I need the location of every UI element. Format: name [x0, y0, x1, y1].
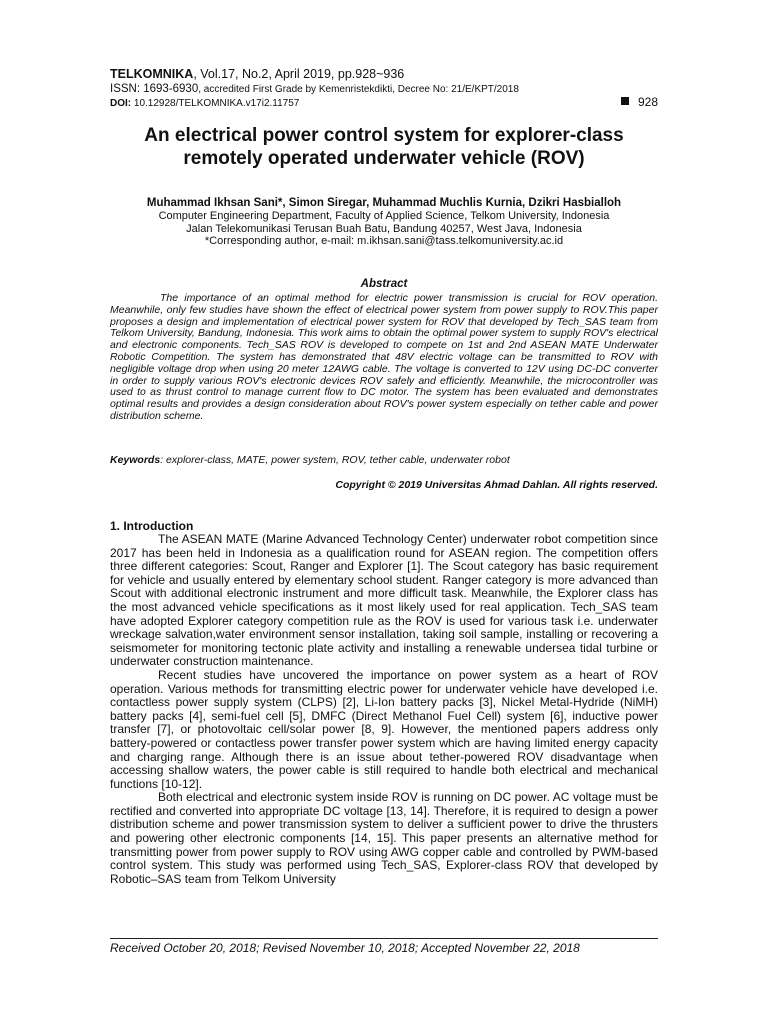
page-number — [621, 95, 658, 109]
body-text — [110, 533, 658, 886]
copyright: Copyright © 2019 Universitas Ahmad Dahlan. All rights reserved. — [335, 479, 658, 491]
abstract-heading: Abstract — [360, 278, 408, 290]
running-header — [110, 66, 658, 111]
issn-line — [110, 82, 658, 97]
doi-line — [110, 97, 658, 111]
paragraph: The ASEAN MATE (Marine Advanced Technology Center) underwater robot competition since 2017 has been held in Indonesia as a qualification round for ASEAN region. The competition offers three different categories: Scout, Ranger and Explorer [1]. The Scout category has basic requirement for vehicle and usually entered by elementary school student. Ranger category is more advanced than Scout with additional electronic instrument and more difficult task. Meanwhile, the Explorer class has the most advanced vehicle specifications as it most likely used for real application. Tech_SAS team have adopted Explorer category competition rule as the ROV is used for various task i.e. underwater wreckage salvation,water environment sensor installation, taking soil sample, installing or recovering a seismometer for monitoring tectonic plate activity and installing a renewable undersea tidal turbine or underwater construction maintenance. — [110, 532, 658, 669]
section-heading: 1. Introduction — [110, 519, 194, 533]
footer-divider — [110, 938, 658, 939]
journal-line — [110, 66, 658, 82]
doi-label: DOI: — [110, 98, 132, 109]
keywords — [110, 454, 658, 466]
authors: Muhammad Ikhsan Sani*, Simon Siregar, Muhammad Muchlis Kurnia, Dzikri Hasbialloh — [146, 197, 622, 209]
keywords-list: : explorer-class, MATE, power system, ROV, tether cable, underwater robot — [160, 454, 510, 466]
issn: ISSN: 1693-6930 — [110, 83, 199, 95]
affiliation-line: Jalan Telekomunikasi Terusan Buah Batu, Bandung 40257, West Java, Indonesia — [186, 222, 582, 235]
title-line-1: An electrical power control system for explorer-class — [144, 125, 624, 146]
keywords-label: Keywords — [110, 454, 161, 466]
affiliation — [60, 210, 708, 248]
paragraph: Recent studies have uncovered the importance on power system as a heart of ROV operation. Various methods for transmitting electric power for underwater vehicle have developed i.e. contactless power supply system (CLPS) [2], Li-Ion battery packs [3], Nickel Metal-Hydride (NiMH) battery packs [4], semi-fuel cell [5], DMFC (Direct Methanol Fuel Cell) system [6], inductive power transfer [7], or photovoltaic cell/solar power [8, 9]. However, the mentioned papers address only battery-powered or contactless power transfer power system which are having limited energy capacity and charging range. Although there is an issue about tether-powered ROV disadvantage when accessing shallow waters, the power cable is still required to handle both electrical and mechanical functions [10-12]. — [110, 667, 658, 791]
received-dates: Received October 20, 2018; Revised November 10, 2018; Accepted November 22, 2018 — [110, 941, 580, 955]
accreditation: , accredited First Grade by Kemenristekdikti, Decree No: 21/E/KPT/2018 — [198, 84, 519, 95]
paper-title — [60, 124, 708, 170]
affiliation-line: *Corresponding author, e-mail: m.ikhsan.sani@tass.telkomuniversity.ac.id — [204, 235, 564, 247]
paragraph: Both electrical and electronic system inside ROV is running on DC power. AC voltage must be rectified and converted into appropriate DC voltage [13, 14]. Therefore, it is required to design a power distribution scheme and power transmission system to deliver a sufficient power to drive the thrusters and powering other electronic components [14, 15]. This paper presents an alternative method for transmitting power from power supply to ROV using AWG copper cable and controlled by PWM-based control system. This study was performed using Tech_SAS, Explorer-class ROV that developed by Robotic–SAS team from Telkom University — [110, 790, 658, 886]
journal-name: TELKOMNIKA — [110, 67, 194, 81]
page-number-value: 928 — [637, 95, 658, 109]
title-line-2: remotely operated underwater vehicle (ROV) — [183, 148, 585, 169]
affiliation-line: Computer Engineering Department, Faculty of Applied Science, Telkom University, Indonesia — [158, 210, 610, 222]
doi-value: 10.12928/TELKOMNIKA.v17i2.11757 — [131, 98, 300, 109]
volume-info: , Vol.17, No.2, April 2019, pp.928~936 — [193, 67, 405, 81]
square-bullet-icon — [621, 97, 629, 105]
abstract-text: The importance of an optimal method for electric power transmission is crucial for ROV operation. Meanwhile, only few studies have shown the effect of electrical power system from power supply to ROV.This paper proposes a design and implementation of electrical power system for ROV that developed by Tech_SAS team from Telkom University, Bandung, Indonesia. This work aims to obtain the optimal power system to supply ROV's electrical and electronic components. Tech_SAS ROV is developed to compete on 1st and 2nd ASEAN MATE Underwater Robotic Competition. The system has demonstrated that 48V electric voltage can be transmitted to ROV with negligible voltage drop when using 20 meter 12AWG cable. The voltage is converted to 12V using DC-DC converter in order to supply various ROV's electronic devices ROV safely and efficiently. Meanwhile, the microcontroller was used to as thrust control to manage current flow to DC motor. The system has been evaluated and demonstrates optimal results and provides a design consideration about ROV's power system especially on tether cable and power distribution scheme. — [110, 292, 658, 422]
